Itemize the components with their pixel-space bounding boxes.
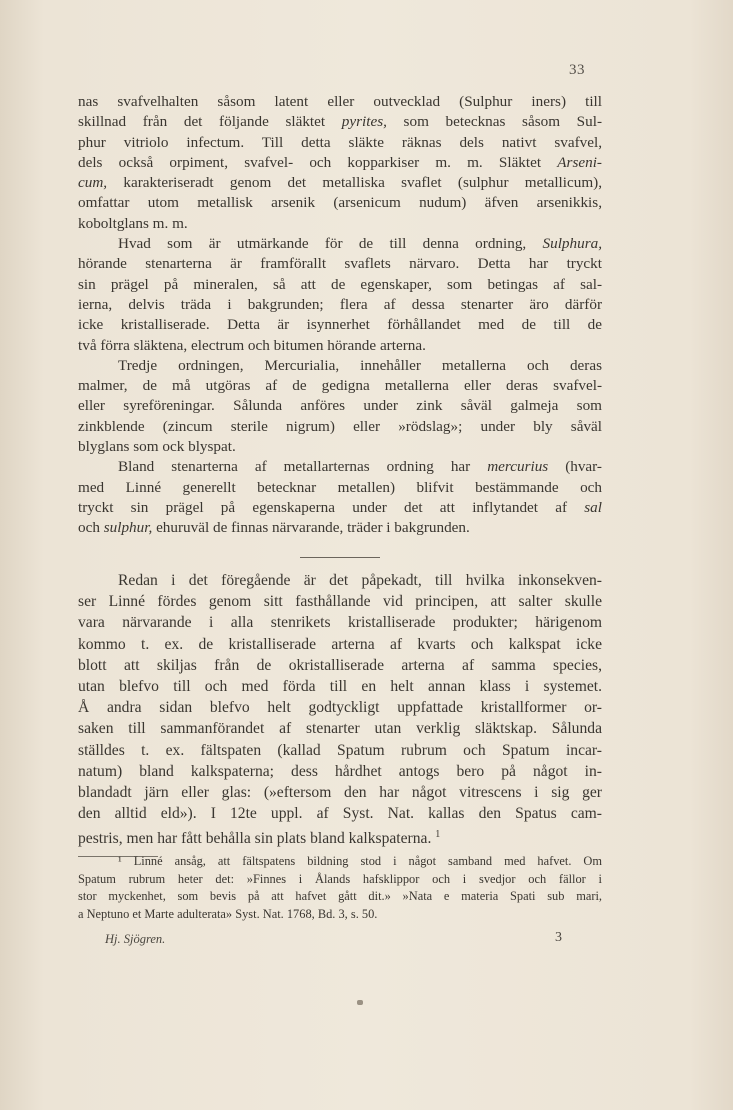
footnote-ref: 1 [435, 829, 441, 841]
text-line: den alltid eld»). I 12te uppl. af Syst. Nat. kallas den Spatus cam- [78, 805, 602, 823]
printer-signature: Hj. Sjögren. [105, 932, 166, 946]
main-text-block-2 [78, 570, 602, 850]
footnote-line: Spatum rubrum heter det: »Finnes i Ålands hafsklippor och i svedjor och fällor i [78, 871, 602, 886]
text-line: två förra släktena, electrum och bitumen hörande arterna. [78, 336, 426, 354]
footnote-line: ¹ Linné ansåg, att fältspatens bildning stod i något samband med hafvet. Om [118, 854, 602, 868]
main-text-block-1 [78, 92, 602, 539]
text-line: ierna, delvis träda i bakgrunden; flera af dessa stenarter äro därför [78, 295, 602, 313]
paper-blemish [357, 1000, 363, 1005]
text-line: ställdes t. ex. fältspaten (kallad Spatum rubrum och Spatum incar- [78, 741, 602, 759]
footnote-line: a Neptuno et Marte adulterata» Syst. Nat. 1768, Bd. 3, s. 50. [78, 906, 378, 921]
text-line: Bland stenarterna af metallarternas ordning har mercurius (hvar- [118, 458, 602, 476]
text-line: blandadt järn eller glas: (»eftersom den har något vitrescens i sig ger [78, 784, 602, 802]
text-line: malmer, de må utgöras af de gedigna metallerna eller deras svafvel- [78, 377, 602, 395]
section-divider [300, 557, 380, 558]
text-line: nas svafvelhalten såsom latent eller outvecklad (Sulphur iners) till [78, 93, 602, 110]
text-line: tryckt sin prägel på egenskaperna under det att inflytandet af sal [78, 498, 602, 516]
text-line: natum) bland kalkspaterna; dess hårdhet antogs bero på något in- [78, 762, 602, 780]
text-line: zinkblende (zincum sterile nigrum) eller »rödslag»; under bly såväl [78, 417, 602, 435]
text-line: ser Linné fördes genom sitt fasthållande vid principen, att salter skulle [78, 593, 602, 611]
text-line: Hvad som är utmärkande för de till denna ordning, Sulphura, [118, 235, 602, 253]
text-line: saken till sammanförandet af stenarter utan verklig släktskap. Sålunda [78, 720, 602, 738]
text-line: icke kristalliserade. Detta är isynnerhet förhållandet med de till de [78, 316, 602, 334]
sheet-number: 3 [555, 930, 562, 945]
text-line: cum, karakteriseradt genom det metalliska svaflet (sulphur metallicum), [78, 174, 602, 192]
page-number: 33 [569, 62, 585, 78]
text-line: vara närvarande i alla stenrikets kristalliserade produkter; härigenom [78, 614, 602, 632]
text-line: Tredje ordningen, Mercurialia, innehåller metallerna och deras [118, 356, 602, 374]
text-line: utan blefvo till och med förda till en helt annan klass i systemet. [78, 678, 602, 696]
text-line: med Linné generellt betecknar metallen) blifvit bestämmande och [78, 478, 602, 496]
text-line: dels också orpiment, svafvel- och kopparkiser m. m. Släktet Arseni- [78, 153, 602, 171]
text-line: hörande stenarterna är framförallt svaflets närvaro. Detta har tryckt [78, 255, 602, 273]
text-line: koboltglans m. m. [78, 214, 188, 232]
text-line: och sulphur, ehuruväl de finnas närvarande, träder i bakgrunden. [78, 519, 470, 537]
footnote [78, 853, 602, 923]
text-line: eller syreföreningar. Sålunda anföres under zink såväl galmeja som [78, 397, 602, 415]
text-line: blyglans som ock blyspat. [78, 438, 236, 456]
text-line: skillnad från det följande släktet pyrites, som betecknas såsom Sul- [78, 113, 602, 131]
text-line: kommo t. ex. de kristalliserade arterna af kvarts och kalkspat icke [78, 635, 602, 653]
text-line: Redan i det föregående är det påpekadt, till hvilka inkonsekven- [118, 572, 602, 589]
text-line: Å andra sidan blefvo helt godtyckligt uppfattade kristallformer or- [78, 699, 602, 717]
text-line: sin prägel på mineralen, så att de egenskaper, som betingas af sal- [78, 275, 602, 293]
text-line: blott att skiljas från de okristalliserade arterna af samma species, [78, 656, 602, 674]
text-line: pestris, men har fått behålla sin plats bland kalkspaterna. $^1$ [78, 829, 441, 848]
footnote-line: stor myckenhet, som bevis på att hafvet gått dit.» »Nata e materia Spati sub mari, [78, 889, 602, 904]
text-line: phur vitriolo infectum. Till detta släkte räknas dels nativt svafvel, [78, 133, 602, 151]
text-line: omfattar utom metallisk arsenik (arsenicum nudum) äfven arsenikkis, [78, 194, 602, 212]
